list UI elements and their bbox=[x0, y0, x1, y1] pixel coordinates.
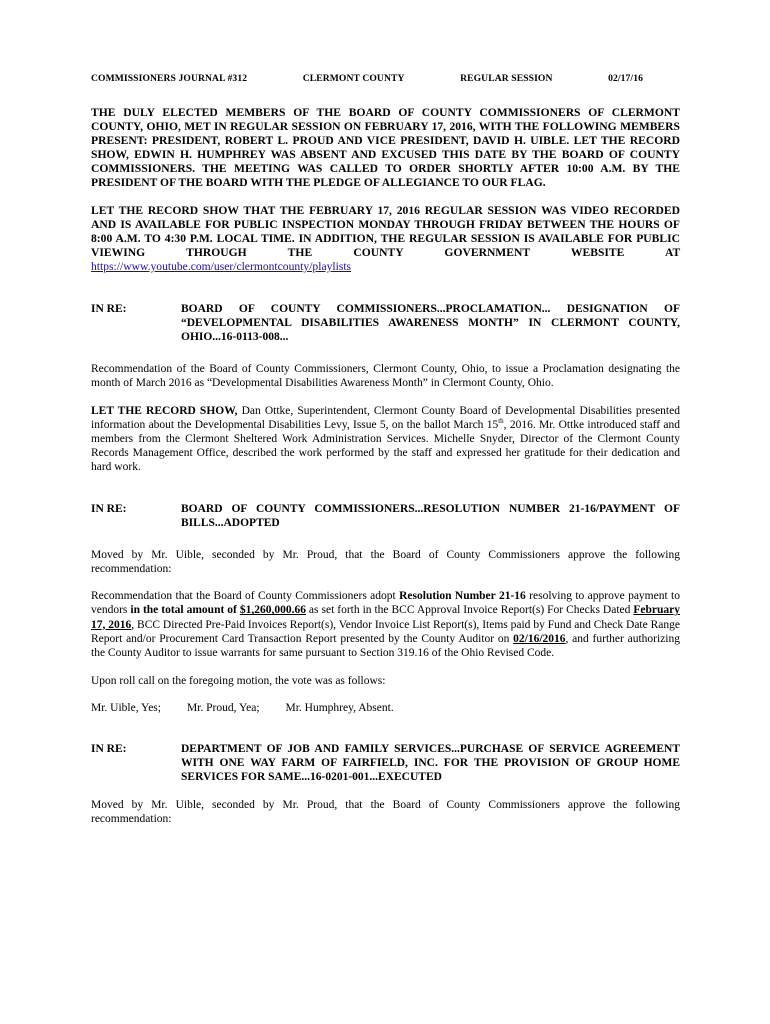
item1-recommendation: Recommendation of the Board of County Commissioners, Clermont County, Ohio, to issue a Proclamation designating the month of March 2016 as “Developmental Disabilities Awareness Month” in Clermont County, Ohio. bbox=[91, 363, 680, 390]
record-text-a: Dan Ottke, Superintendent, Clermont County Board of Developmental Disabilities presented information about the Developmental Disabilities Levy, Issue 5, on the ballot March 15 bbox=[91, 404, 680, 431]
resolution-number: Resolution Number 21-16 bbox=[399, 590, 526, 603]
journal-page bbox=[91, 73, 680, 826]
item1-record bbox=[91, 404, 680, 474]
item3-moved: Moved by Mr. Uible, seconded by Mr. Proud, that the Board of County Commissioners approve the following recommendation: bbox=[91, 799, 680, 826]
rec-text-d: , BCC Directed Pre-Paid Invoices Report(s), Vendor Invoice List Report(s), Items paid by Fund and Check Date Range Report and/or Procurement Card Transaction Report presented by the County Auditor on bbox=[91, 618, 680, 645]
item3-subject: DEPARTMENT OF JOB AND FAMILY SERVICES...PURCHASE OF SERVICE AGREEMENT WITH ONE WAY FARM OF FAIRFIELD, INC. FOR THE PROVISION OF GROUP HOME SERVICES FOR SAME...16-0201-001...EXECUTED bbox=[181, 743, 680, 784]
item2-rollcall: Upon roll call on the foregoing motion, the vote was as follows: bbox=[91, 674, 386, 687]
item1-subject: BOARD OF COUNTY COMMISSIONERS...PROCLAMATION... DESIGNATION OF “DEVELOPMENTAL DISABILITIES AWARENESS MONTH” IN CLERMONT COUNTY, OHIO...16-0113-008... bbox=[181, 303, 680, 344]
item2-heading bbox=[91, 502, 680, 530]
rec-text-e: , and further authorizing the County Auditor to issue warrants for same pursuant to Section 319.16 of the Ohio Revised Code. bbox=[91, 632, 680, 659]
record-lead: LET THE RECORD SHOW, bbox=[91, 404, 238, 417]
inre-label: IN RE: bbox=[91, 303, 127, 316]
vote-proud: Mr. Proud, Yea; bbox=[186, 701, 260, 714]
vote-list bbox=[91, 701, 680, 715]
record-text-b: , 2016. Mr. Ottke introduced staff and members from the Clermont Sheltered Work Administration Services. Michelle Snyder, Director of the Clermont County Records Management Office, described the work performed by the staff and expressed her gratitude for their dedication and hard work. bbox=[91, 418, 680, 473]
item2-subject: BOARD OF COUNTY COMMISSIONERS...RESOLUTION NUMBER 21-16/PAYMENT OF BILLS...ADOPTED bbox=[181, 502, 680, 530]
inre-label: IN RE: bbox=[91, 502, 127, 515]
auditor-date: 02/16/2016 bbox=[513, 632, 566, 645]
record-sup: th bbox=[498, 416, 504, 425]
rec-text-c: as set forth in the BCC Approval Invoice Report(s) For Checks Dated bbox=[305, 604, 634, 617]
video-paragraph bbox=[91, 204, 680, 274]
header-session: REGULAR SESSION bbox=[460, 73, 553, 84]
rec-text-b: resolving to approve payment to vendors bbox=[91, 590, 681, 617]
total-amount: $1,260,000.66 bbox=[239, 604, 306, 617]
item2-moved: Moved by Mr. Uible, seconded by Mr. Proud, that the Board of County Commissioners approve the following recommendation: bbox=[91, 549, 680, 576]
check-date: February 17, 2016 bbox=[91, 604, 680, 631]
header-county: CLERMONT COUNTY bbox=[302, 73, 405, 84]
item1-heading bbox=[91, 302, 680, 344]
vote-uible: Mr. Uible, Yes; bbox=[91, 701, 161, 714]
opening-paragraph: THE DULY ELECTED MEMBERS OF THE BOARD OF COUNTY COMMISSIONERS OF CLERMONT COUNTY, OHIO, MET IN REGULAR SESSION ON FEBRUARY 17, 2016, WITH THE FOLLOWING MEMBERS PRESENT: PRESIDENT, ROBERT L. PROUD AND VICE PRESIDENT, DAVID H. UIBLE. LET THE RECORD SHOW, EDWIN H. HUMPHREY WAS ABSENT AND EXCUSED THIS DATE BY THE BOARD OF COUNTY COMMISSIONERS. THE MEETING WAS CALLED TO ORDER SHORTLY AFTER 10:00 A.M. BY THE PRESIDENT OF THE BOARD WITH THE PLEDGE OF ALLEGIANCE TO OUR FLAG. bbox=[91, 106, 680, 190]
header-date: 02/17/16 bbox=[608, 73, 643, 84]
item3-heading bbox=[91, 742, 680, 784]
vote-humphrey: Mr. Humphrey, Absent. bbox=[285, 701, 394, 714]
total-amount-lead: in the total amount of bbox=[130, 604, 240, 617]
video-text: LET THE RECORD SHOW THAT THE FEBRUARY 17, 2016 REGULAR SESSION WAS VIDEO RECORDED AND IS AVAILABLE FOR PUBLIC INSPECTION MONDAY THROUGH FRIDAY BETWEEN THE HOURS OF 8:00 A.M. TO 4:30 P.M. LOCAL TIME. IN ADDITION, THE REGULAR SESSION IS AVAILABLE FOR PUBLIC VIEWING THROUGH THE COUNTY GOVERNMENT WEBSITE AT bbox=[91, 203, 680, 259]
page-header bbox=[91, 73, 643, 84]
item2-recommendation bbox=[91, 589, 680, 659]
header-journal: COMMISSIONERS JOURNAL #312 bbox=[91, 73, 248, 84]
inre-label: IN RE: bbox=[91, 743, 127, 755]
rec-text-a: Recommendation that the Board of County Commissioners adopt bbox=[91, 590, 400, 603]
playlist-link[interactable]: https://www.youtube.com/user/clermontcounty/playlists bbox=[91, 259, 352, 273]
